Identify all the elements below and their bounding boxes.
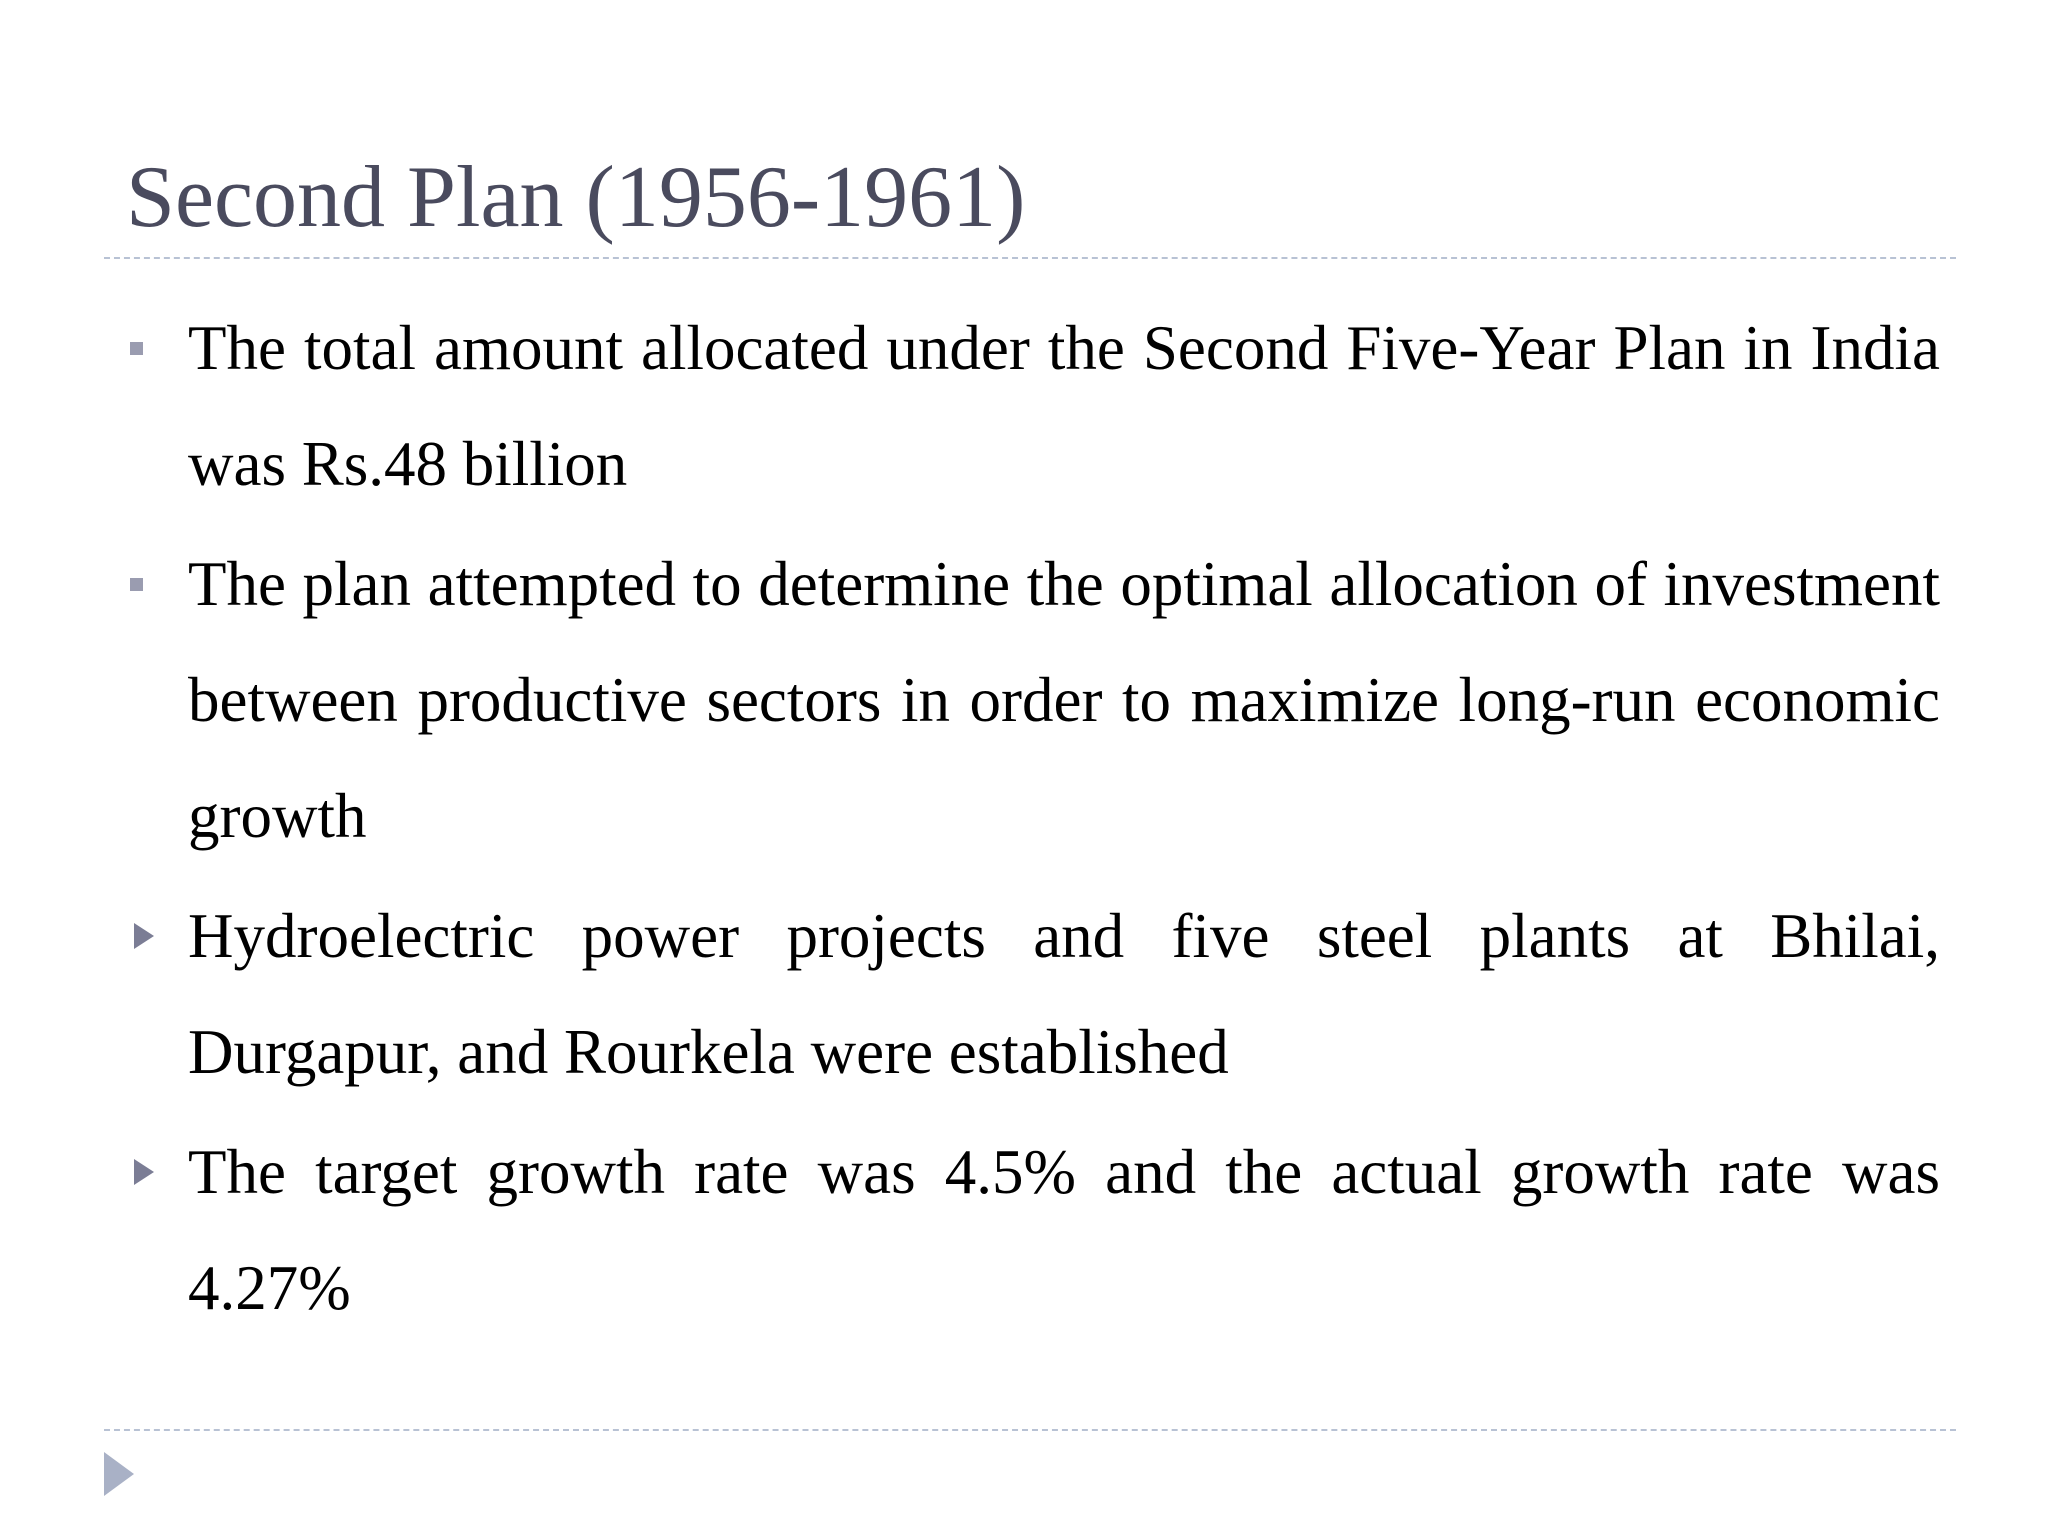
play-triangle-icon[interactable] (104, 1452, 134, 1496)
bullet-text: The total amount allocated under the Second Five-Year Plan in India was Rs.48 billion (188, 313, 1940, 499)
triangle-bullet-icon (128, 1114, 168, 1230)
title-divider (104, 257, 1956, 259)
bullet-text: The plan attempted to determine the optimal allocation of investment between productive sectors in order to maximize long-run economic growth (188, 549, 1940, 851)
footer-divider (104, 1429, 1956, 1431)
bullet-text: Hydroelectric power projects and five steel plants at Bhilai, Durgapur, and Rourkela were established (188, 901, 1940, 1087)
slide-title: Second Plan (1956-1961) (126, 149, 1026, 246)
square-bullet-icon (128, 526, 168, 642)
bullet-list (120, 290, 1940, 1350)
bullet-item (120, 878, 1940, 1110)
triangle-bullet-icon (128, 878, 168, 994)
bullet-item (120, 290, 1940, 522)
bullet-text: The target growth rate was 4.5% and the actual growth rate was 4.27% (188, 1137, 1940, 1323)
bullet-item (120, 526, 1940, 874)
bullet-item (120, 1114, 1940, 1346)
square-bullet-icon (128, 290, 168, 406)
